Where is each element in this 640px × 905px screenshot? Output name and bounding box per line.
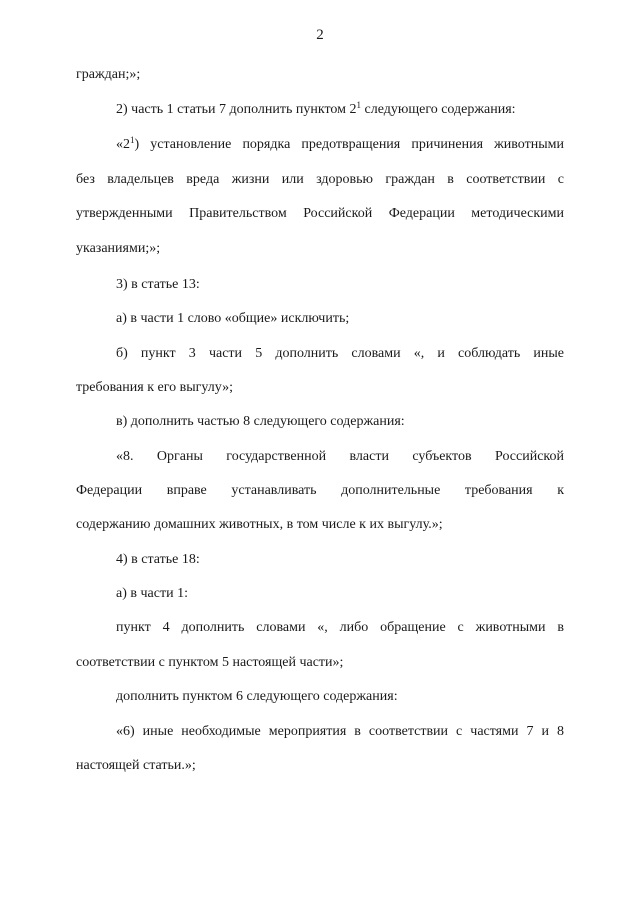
- text-line: пункт 4 дополнить словами «, либо обращение с животными в: [116, 620, 564, 635]
- text-line: указаниями;»;: [76, 241, 161, 256]
- subitem-v: в) дополнить частью 8 следующего содержания:: [116, 414, 405, 429]
- text-line: соответствии с пунктом 5 настоящей части»;: [76, 655, 344, 670]
- text-line: требования к его выгулу»;: [76, 380, 233, 395]
- page-number: 2: [316, 27, 324, 43]
- quoted-paragraph-start: «6) иные необходимые мероприятия в соответствии с частями 7 и 8: [116, 724, 564, 739]
- text-line: содержанию домашних животных, в том числе к их выгулу.»;: [76, 517, 443, 532]
- quoted-paragraph-start: «8. Органы государственной власти субъектов Российской: [116, 449, 564, 464]
- text-line: дополнить пунктом 6 следующего содержания:: [116, 689, 398, 704]
- quoted-paragraph-start: «$2^1$) установление порядка предотвращения причинения животными: [116, 135, 564, 152]
- text-line: утвержденными Правительством Российской Федерации методическими: [76, 206, 564, 221]
- text-line: настоящей статьи.»;: [76, 758, 196, 773]
- text-line: граждан;»;: [76, 67, 141, 82]
- subitem-b: б) пункт 3 части 5 дополнить словами «, и соблюдать иные: [116, 346, 564, 361]
- subitem-a: а) в части 1 слово «общие» исключить;: [116, 311, 350, 326]
- subitem-a: а) в части 1:: [116, 586, 188, 601]
- text-line: без владельцев вреда жизни или здоровью граждан в соответствии с: [76, 172, 564, 187]
- amendment-item-3: 3) в статье 13:: [116, 277, 200, 292]
- text-line: Федерации вправе устанавливать дополнительные требования к: [76, 483, 564, 498]
- amendment-item-4: 4) в статье 18:: [116, 552, 200, 567]
- amendment-item-2: 2) часть 1 статьи 7 дополнить пунктом $2^1$ следующего содержания:: [116, 100, 516, 117]
